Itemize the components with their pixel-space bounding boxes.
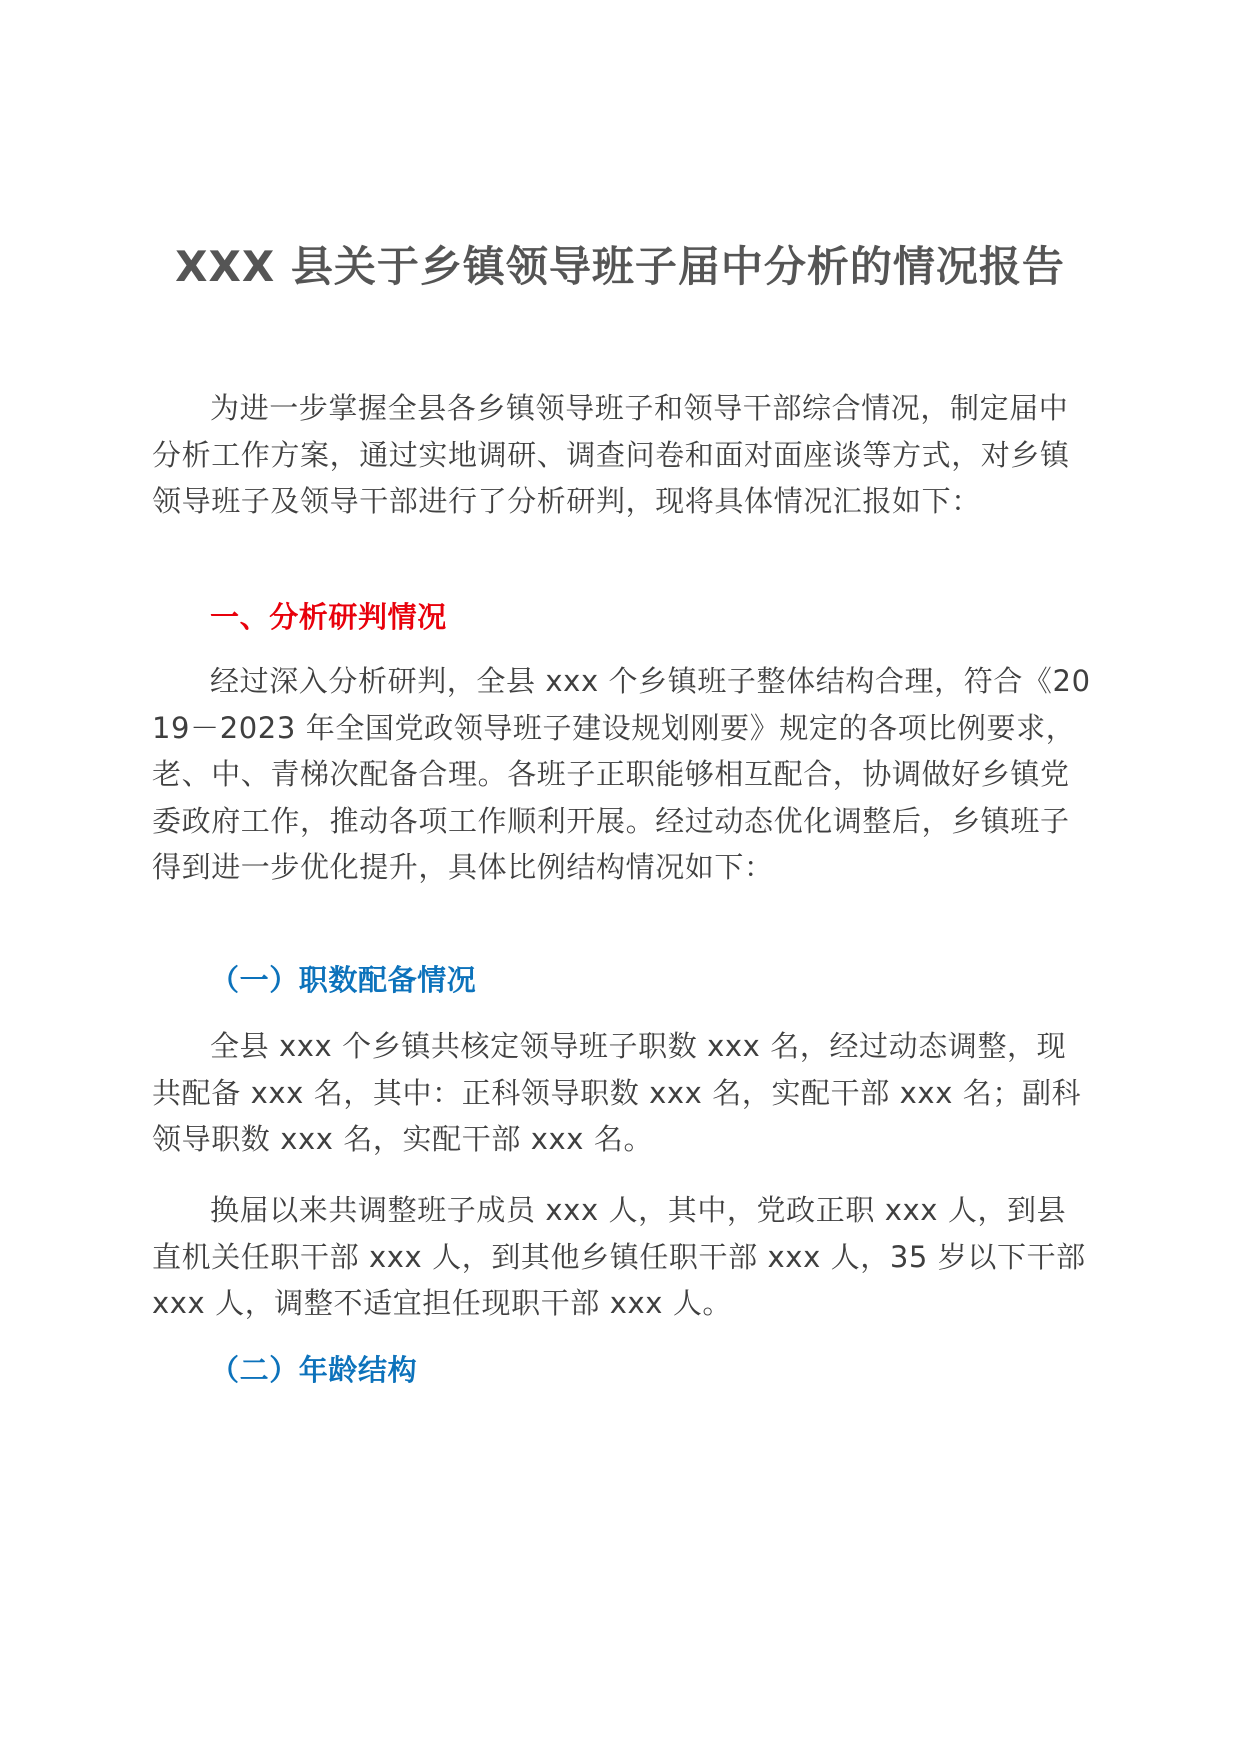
document-title: XXX 县关于乡镇领导班子届中分析的情况报告 — [175, 242, 1065, 291]
staffing-paragraph: 全县 xxx 个乡镇共核定领导班子职数 xxx 名，经过动态调整，现共配备 xxx 名，其中：正科领导职数 xxx 名，实配干部 xxx 名；副科领导职数 xxx 名，实配干部 xxx 名。 — [152, 1029, 1082, 1156]
subsection-heading-age-structure: （二）年龄结构 — [210, 1353, 418, 1387]
section-heading-analysis: 一、分析研判情况 — [210, 600, 447, 634]
intro-paragraph: 为进一步掌握全县各乡镇领导班子和领导干部综合情况，制定届中分析工作方案，通过实地调研、调查问卷和面对面座谈等方式，对乡镇领导班子及领导干部进行了分析研判，现将具体情况汇报如下： — [152, 391, 1070, 518]
subsection-heading-staffing: （一）职数配备情况 — [210, 963, 477, 997]
adjustment-paragraph: 换届以来共调整班子成员 xxx 人，其中，党政正职 xxx 人，到县直机关任职干部 xxx 人，到其他乡镇任职干部 xxx 人，35 岁以下干部 xxx 人，调整不适宜担任现职干部 xxx 人。 — [152, 1193, 1086, 1320]
analysis-paragraph: 经过深入分析研判，全县 xxx 个乡镇班子整体结构合理，符合《2019－2023 年全国党政领导班子建设规划刚要》规定的各项比例要求，老、中、青梯次配备合理。各班子正职能够相互配合，协调做好乡镇党委政府工作，推动各项工作顺利开展。经过动态优化调整后，乡镇班子得到进一步优化提升，具体比例结构情况如下： — [152, 664, 1091, 884]
